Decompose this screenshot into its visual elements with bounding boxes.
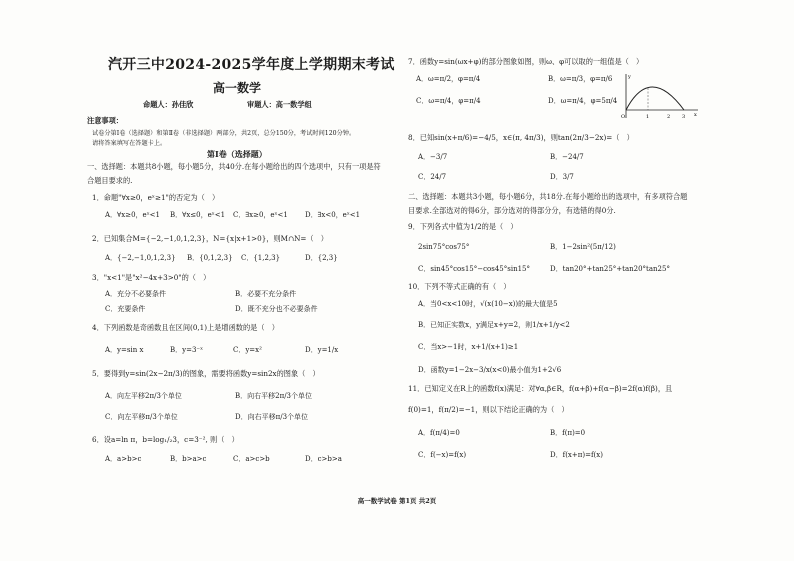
option-d: D．向右平移π/3个单位 (235, 413, 309, 421)
option-b: B．∀x≤0，eˣ<1 (170, 211, 226, 219)
option-a: A．−3/7 (418, 153, 448, 161)
option-d: D．函数y=1−2x−3/x(x<0)最小值为1+2√6 (418, 366, 562, 374)
notes-line-2: 请将答案填写在答题卡上。 (92, 140, 167, 147)
option-b: B．向右平移2π/3个单位 (235, 392, 313, 400)
option-a: A．∀x≥0，eˣ<1 (105, 211, 160, 219)
x-tick-2: 2 (667, 114, 671, 120)
option-d: D．3/7 (550, 173, 574, 181)
question-stem: 7．函数y=sin(ωx+φ)的部分图象如图，则ω、φ可以取的一组值是（ ） (408, 57, 644, 66)
option-a: A．f(π/4)=0 (418, 429, 460, 437)
option-b: B．y=3⁻ˣ (170, 346, 204, 354)
notes-heading: 注意事项： (87, 116, 123, 125)
reviewer-label: 审题人：高一数学组 (247, 100, 312, 109)
option-a: A．充分不必要条件 (105, 290, 167, 298)
option-b: B．b>a>c (170, 455, 207, 463)
option-c: C．{1,2,3} (241, 254, 281, 262)
option-d: D．ω=π/4，φ=5π/4 (548, 97, 618, 105)
option-a: A．a>b>c (105, 455, 142, 463)
option-b: B．必要不充分条件 (235, 290, 297, 298)
sine-graph (620, 72, 700, 122)
subject-title: 高一数学 (213, 81, 262, 95)
option-b: B．ω=π/3，φ=π/6 (548, 75, 613, 83)
x-tick-1: 1 (646, 114, 650, 120)
section1-heading: 第Ⅰ卷（选择题） (207, 149, 267, 159)
option-d: D．既不充分也不必要条件 (235, 305, 318, 313)
question-stem: 1．命题"∀x≥0，eˣ≥1"的否定为（ ） (92, 193, 220, 202)
option-a: A．当0<x<10时，√(x(10−x))的最大值是5 (418, 300, 558, 308)
option-b: B．f(π)=0 (550, 429, 586, 437)
option-d: D．f(x+π)=f(x) (550, 451, 603, 459)
option-c: C．向左平移π/3个单位 (105, 413, 178, 421)
option-a: A．y=sin x (105, 346, 144, 354)
question-stem: 2．已知集合M={−2,−1,0,1,2,3}，N={x|x+1>0}，则M∩N=（ ） (92, 234, 328, 243)
option-c: C．y=x² (233, 346, 262, 354)
option-b: B．已知正实数x，y满足x+y=2，则1/x+1/y<2 (418, 321, 570, 329)
option-a: 2sin75°cos75° (418, 243, 470, 251)
option-d: D．∃x<0，eˣ<1 (305, 211, 361, 219)
option-b: B．{0,1,2,3} (187, 254, 233, 262)
option-c: C．当x>−1时，x+1/(x+1)≥1 (418, 343, 519, 351)
option-c: C．a>c>b (233, 455, 270, 463)
section1-intro-1: 一、选择题：本题共8小题，每小题5分，共40分.在每小题给出的四个选项中，只有一项是符 (87, 162, 381, 171)
option-c: C．充要条件 (105, 305, 146, 313)
option-c: C．∃x≥0，eˣ<1 (233, 211, 288, 219)
option-b: B．−24/7 (550, 153, 584, 161)
option-d: D．{2,3} (305, 254, 338, 262)
question-stem: 11．已知定义在R上的函数f(x)满足：对∀α,β∈R，f(α+β)+f(α−β)=2f(α)f(β)，且 (408, 384, 673, 393)
author-label: 命题人：孙佳欣 (143, 100, 194, 109)
question-stem-continued: f(0)=1，f(π/2)=−1，则以下结论正确的为（ ） (408, 405, 569, 414)
notes-line-1: 试卷分第Ⅰ卷（选择题）和第Ⅱ卷（非选择题）两部分，共2页，总分150分，考试时间120分钟。 (92, 130, 356, 137)
question-stem: 6．设a=ln π，b=log₁/₂3，c=3⁻², 则（ ） (92, 435, 239, 444)
question-stem: 3．"x<1"是"x²−4x+3>0"的（ ） (92, 273, 211, 282)
sine-curve (626, 87, 684, 110)
section1-intro-2: 合题目要求的. (87, 176, 133, 185)
origin-label: O (621, 114, 626, 120)
section2-intro-2: 目要求.全部选对的得6分，部分选对的得部分分，有选错的得0分. (408, 206, 616, 215)
option-c: C．24/7 (418, 173, 447, 181)
option-b: B．1−2sin²(5π/12) (550, 243, 616, 251)
question-stem: 4．下列函数是奇函数且在区间(0,1)上是增函数的是（ ） (92, 323, 279, 332)
exam-title: 汽开三中2024-2025学年度上学期期末考试 (108, 57, 395, 73)
option-a: A．向左平移2π/3个单位 (105, 392, 182, 400)
option-c: C．ω=π/4，φ=π/4 (416, 97, 481, 105)
page-footer: 高一数学试卷 第1页 共2页 (357, 497, 437, 505)
option-d: D．tan20°+tan25°+tan20°tan25° (550, 265, 670, 273)
section2-intro-1: 二、选择题：本题共3小题，每小题6分，共18分.在每小题给出的选项中，有多项符合题 (408, 192, 688, 201)
option-c: C．f(−x)=f(x) (418, 451, 467, 459)
question-stem: 9．下列各式中值为1/2的是（ ） (408, 222, 518, 231)
option-a: A．{−2,−1,0,1,2,3} (105, 254, 176, 262)
question-stem: 5．要得到y=sin(2x−2π/3)的图象，需要将函数y=sin2x的图象（ ） (92, 369, 320, 378)
y-axis-label: y (628, 74, 631, 80)
option-c: C．sin45°cos15°−cos45°sin15° (418, 265, 530, 273)
option-a: A．ω=π/2，φ=π/4 (416, 75, 481, 83)
option-d: D．c>b>a (305, 455, 342, 463)
question-stem: 8．已知sin(x+π/6)=−4/5，x∈(π, 4π/3)，则tan(2π/3−2x)=（ ） (408, 133, 634, 142)
option-d: D．y=1/x (305, 346, 339, 354)
x-axis-label: x (694, 112, 697, 118)
question-stem: 10．下列不等式正确的有（ ） (408, 282, 511, 291)
x-tick-3: 3 (682, 114, 686, 120)
